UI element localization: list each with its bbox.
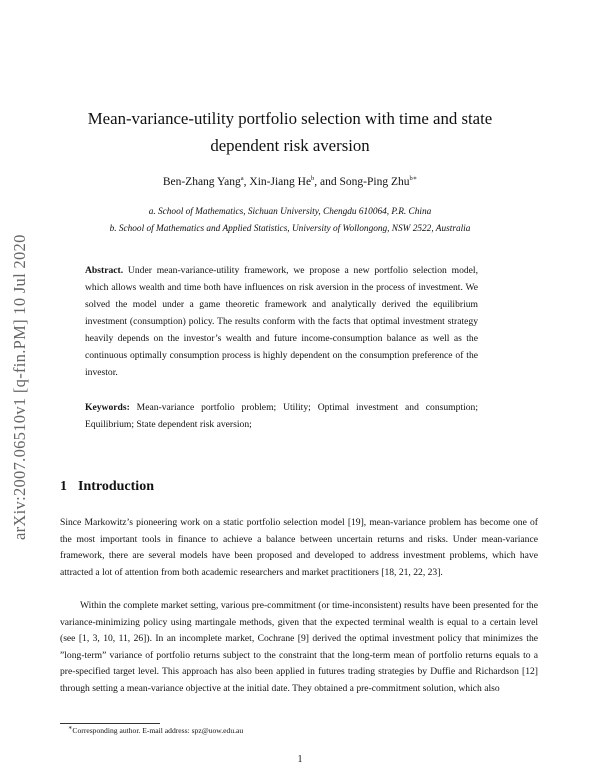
affiliation-marker: a (240, 175, 244, 183)
affiliation-a: a. School of Mathematics, Sichuan University, Chengdu 610064, P.R. China (148, 207, 432, 217)
abstract (85, 262, 478, 381)
keywords-label: Keywords: (85, 402, 130, 413)
author-list (60, 176, 520, 188)
author-separator: , (243, 176, 250, 188)
body-paragraph-1: Since Markowitz’s pioneering work on a static portfolio selection model [19], mean-variance problem has become one of the most important tools in finance to achieve a balance between uncertain returns and risks. Under mean-variance framework, there are several models have been proposed and developed to address investment problems, which have attracted a lot of attention from both academic researchers and market practitioners [18, 21, 22, 23]. (60, 517, 538, 578)
footnote-rule (60, 723, 160, 724)
keywords-text: Mean-variance portfolio problem; Utility; Optimal investment and consumption; Equilibrium; State dependent risk aversion; (85, 402, 478, 430)
affiliation-marker: b∗ (409, 175, 418, 183)
footnote-text: Corresponding author. E-mail address: spz@uow.edu.au (72, 726, 244, 735)
section-heading (60, 479, 154, 495)
arxiv-sidebar-identifier: arXiv:2007.06510v1 [q-fin.PM] 10 Jul 2020 (10, 234, 29, 540)
section-number: 1 (60, 479, 67, 494)
author-name: Ben-Zhang Yang (162, 176, 241, 188)
page-number: 1 (297, 754, 303, 765)
author-name: Xin-Jiang He (249, 176, 312, 188)
affiliation-b: b. School of Mathematics and Applied Statistics, University of Wollongong, NSW 2522, Australia (109, 224, 471, 234)
paper-title-line-2: dependent risk aversion (210, 136, 370, 155)
section-title: Introduction (78, 479, 154, 494)
affiliation-marker: b (311, 175, 315, 183)
paper-title-line-1: Mean-variance-utility portfolio selection with time and state (87, 109, 493, 128)
author-separator: , and (314, 176, 340, 188)
keywords (85, 399, 478, 433)
author-name: Song-Ping Zhu (339, 176, 410, 188)
abstract-label: Abstract. (85, 265, 124, 276)
footnote-mark: ∗ (68, 724, 73, 732)
footnote (68, 726, 243, 735)
abstract-text: Under mean-variance-utility framework, we propose a new portfolio selection model, which allows wealth and time both have influences on risk aversion in the process of investment. We solved the model under a game theoretic framework and analytically derived the equilibrium investment (consumption) policy. The results conform with the facts that optimal investment strategy heavily depends on the investor’s wealth and future income-consumption balance as well as the continuous optimally consumption process is highly dependent on the consumption preference of the investor. (85, 265, 478, 378)
body-paragraph-2: Within the complete market setting, various pre-commitment (or time-inconsistent) results have been presented for the variance-minimizing policy using martingale methods, given that the expected terminal wealth is equal to a certain level (see [1, 3, 10, 11, 26]). In an incomplete market, Cochrane [9] derived the optimal investment policy that minimizes the ”long-term” variance of portfolio returns subject to the constraint that the long-term mean of portfolio returns equals to a pre-specified target level. This approach has also been applied in futures trading strategies by Duffie and Richardson [12] through setting a mean-variance objective at the initial date. They obtained a pre-commitment solution, which also (60, 600, 538, 694)
